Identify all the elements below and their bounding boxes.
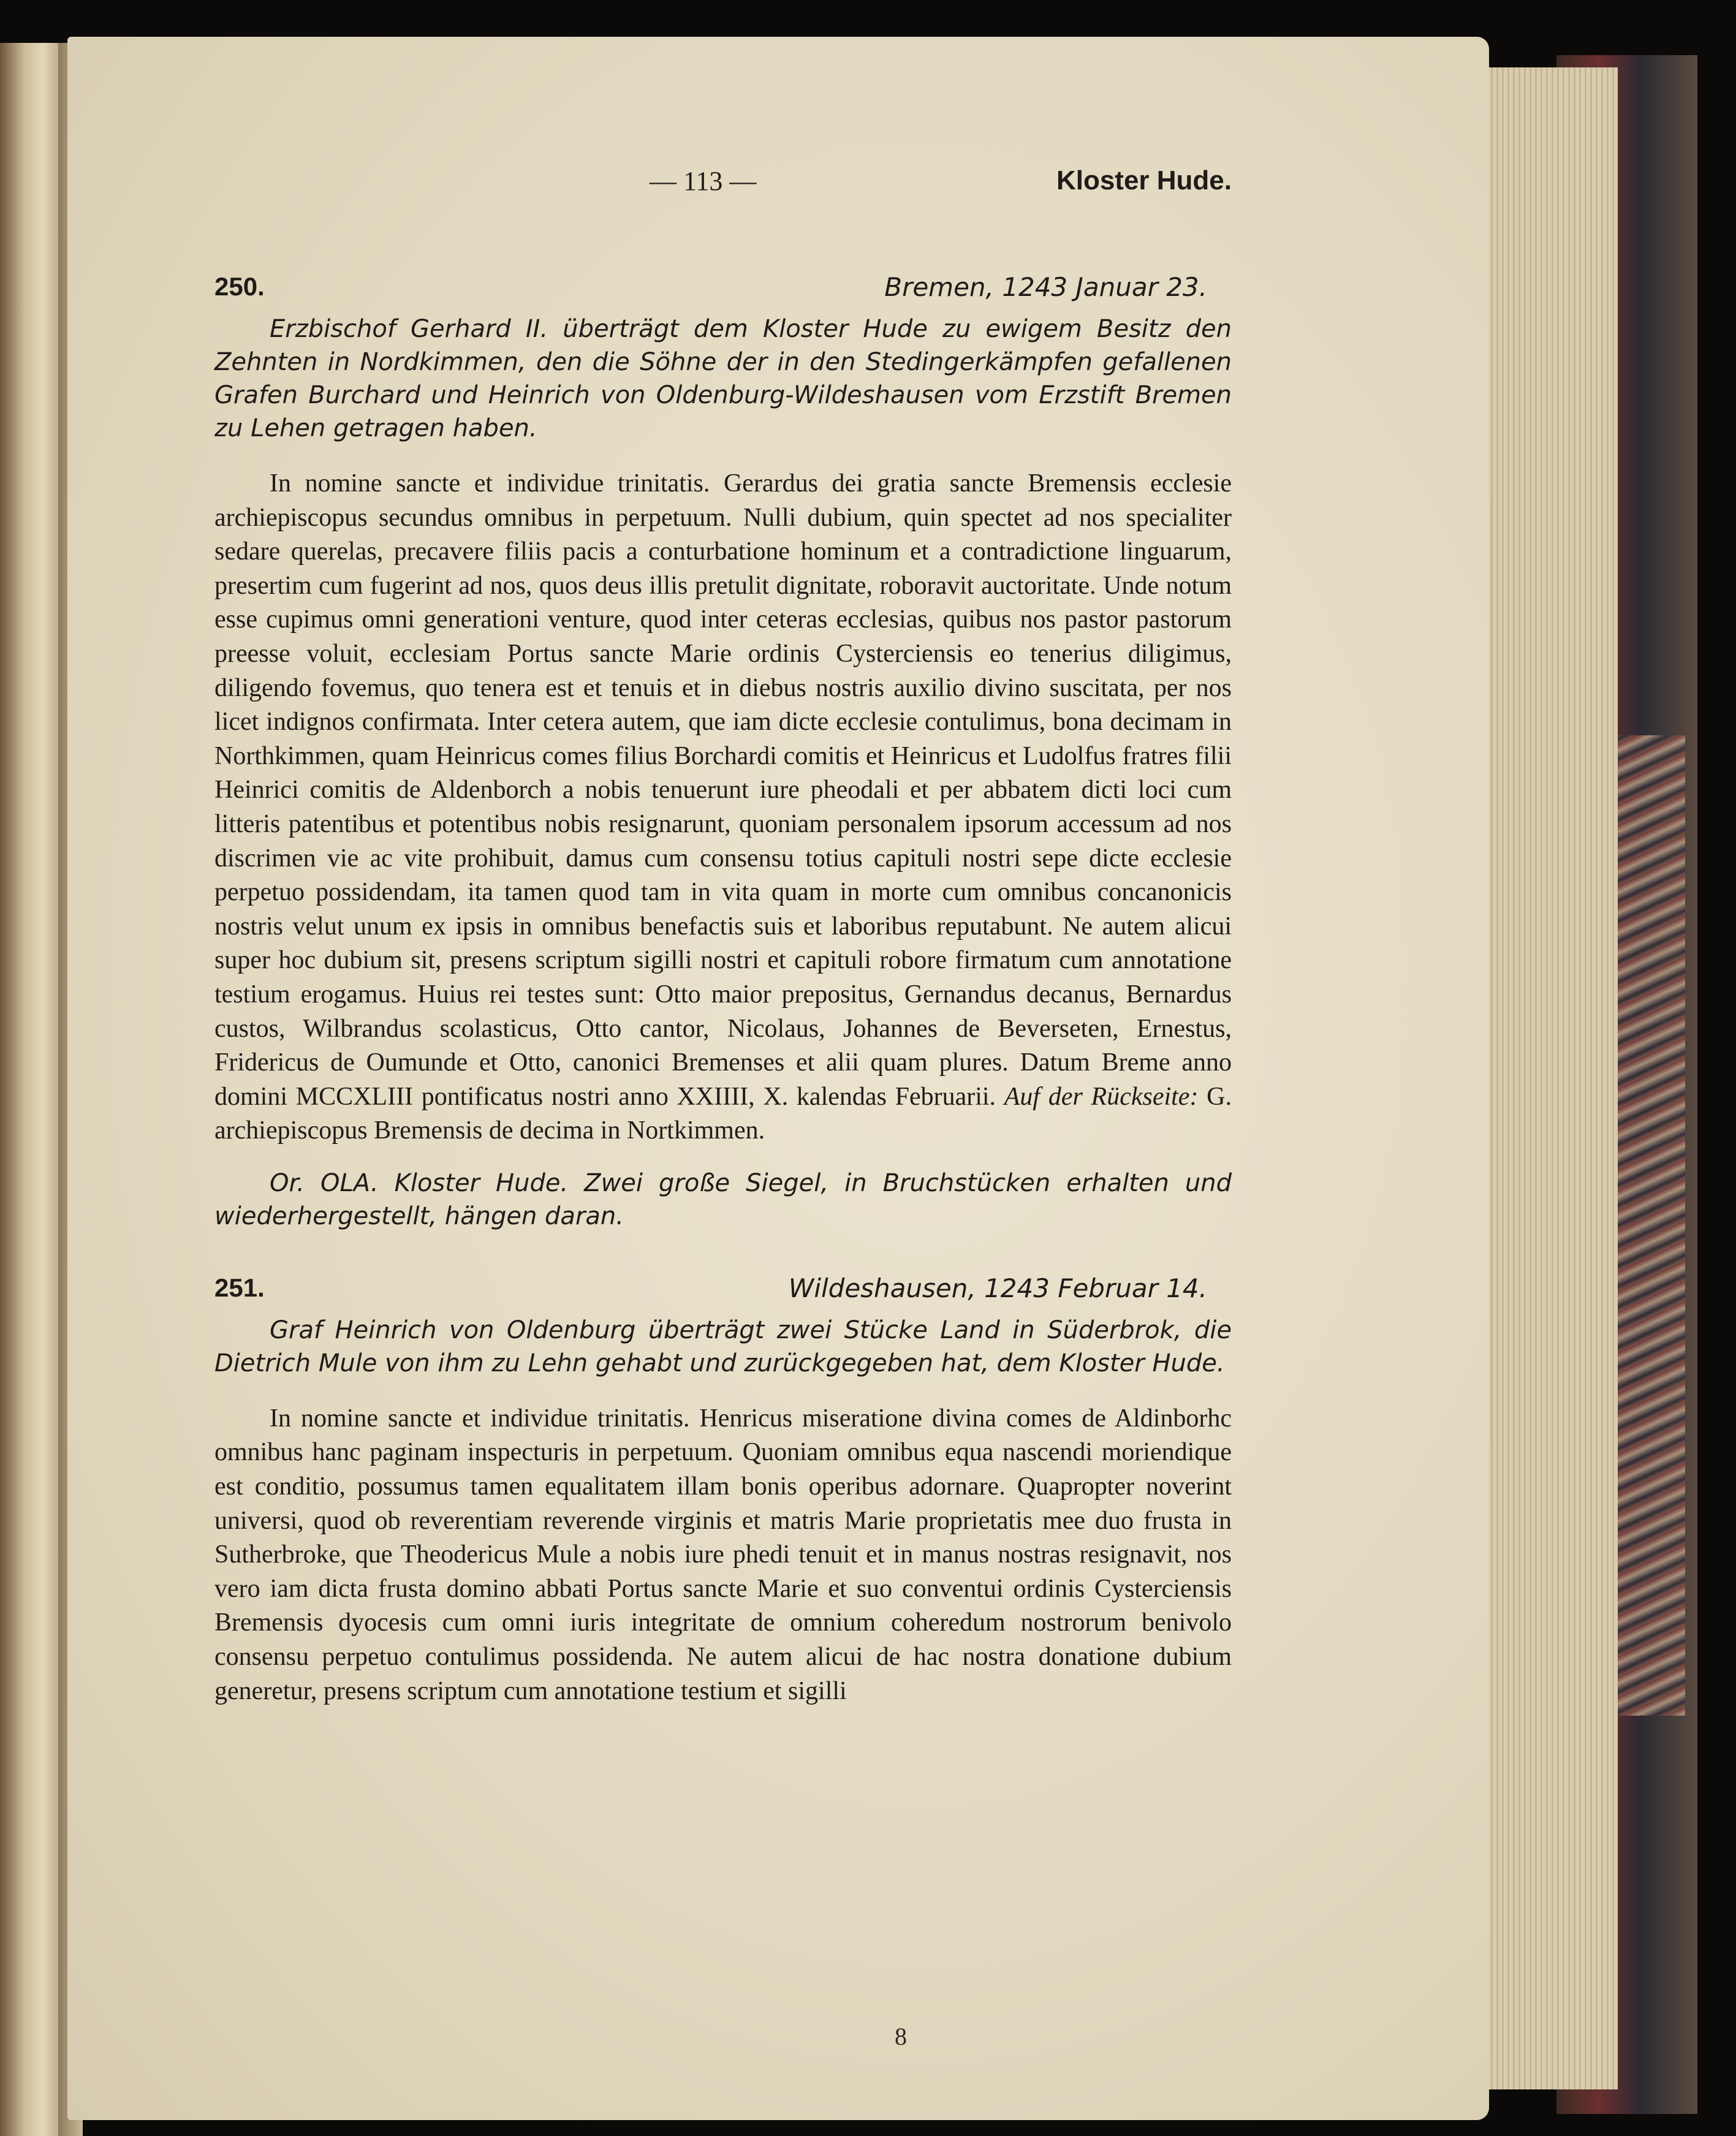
dorsal-label: Auf der Rückseite: — [1004, 1082, 1199, 1111]
facing-page-edge — [0, 43, 61, 2136]
document-text — [214, 467, 1232, 1148]
source-note: Or. OLA. Kloster Hude. Zwei große Siegel, in Bruchstücken erhalten und wiederhergestellt, hängen daran. — [214, 1168, 1232, 1230]
document-number: 250. — [214, 272, 265, 301]
signature-mark: 8 — [895, 2023, 907, 2050]
document-header — [214, 272, 1232, 311]
document-header — [214, 1273, 1232, 1312]
dorsal-text: G. archiepiscopus Bremensis de decima in Nortkimmen. — [214, 1082, 1232, 1145]
document-place-date: Wildeshausen, 1243 Februar 14. — [788, 1273, 1207, 1303]
document-summary: Erzbischof Gerhard II. überträgt dem Kloster Hude zu ewigem Besitz den Zehnten in Nordkimmen, den die Söhne der in den Stedingerkämpfen gefallenen Grafen Burchard und Heinrich von Oldenburg-Wildeshausen vom Erzstift Bremen zu Lehen getragen haben. — [214, 315, 1232, 442]
page-number: — 113 — — [650, 166, 757, 196]
document-number: 251. — [214, 1273, 265, 1302]
page-edges — [1471, 67, 1618, 2089]
running-head — [214, 165, 1232, 208]
document-summary: Graf Heinrich von Oldenburg überträgt zwei Stücke Land in Süderbrok, die Dietrich Mule von ihm zu Lehn gehabt und zurückgegeben hat, dem Kloster Hude. — [214, 1316, 1232, 1377]
running-title: Kloster Hude. — [1056, 165, 1232, 195]
latin-text: In nomine sancte et individue trinitatis. Gerardus dei gratia sancte Bremensis ecclesie archiepiscopus secundus omnibus in perpetuum. Nulli dubium, quin spectet ad nos specialiter sedare querelas, precavere filiis pacis a conturbatione hominum et a contradictione linguarum, presertim cum fugerint ad nos, quos deus illis pretulit dignitate, roboravit auctoritate. Unde notum esse cupimus omni generationi venture, quod inter ceteras ecclesias, quibus nos pastor pastorum preesse voluit, ecclesiam Portus sancte Marie ordinis Cysterciensis eo tenerius diligimus, diligendo fovemus, quo tenera est et tenuis et in diebus nostris auxilio divino suscitata, per nos licet indignos confirmata. Inter cetera autem, que iam dicte ecclesie contulimus, bona decimam in Northkimmen, quam Heinricus comes filius Borchardi comitis et Heinricus et Ludolfus fratres filii Heinrici comitis de Aldenborch a nobis tenuerunt iure pheodali et per abbatem dicti loci cum litteris patentibus et potentibus nobis resignarunt, quoniam personalem ipsorum accessum ad nos discrimen vie ac vite prohibuit, damus cum consensu totius capituli nostri sepe dicte ecclesie perpetuo possidendam, ita tamen quod tam in vita quam in morte cum omnibus concanonicis nostris velut unum ex ipsis in omnibus benefactis suis et laboribus reputabunt. Ne autem alicui super hoc dubium sit, presens scriptum sigilli nostri et capituli robore firmatum cum annotatione testium erogamus. Huius rei testes sunt: Otto maior prepositus, Gernandus decanus, Bernardus custos, Wilbrandus scolasticus, Otto cantor, Nicolaus, Johannes de Beverseten, Ernestus, Fridericus de Oumunde et Otto, canonici Bremenses et alii quam plures. Datum Breme anno domini MCCXLIII pontificatus nostri anno XXIIII, X. kalendas Februarii. — [214, 469, 1232, 1111]
document-text: In nomine sancte et individue trinitatis. Henricus miseratione divina comes de Aldinborhc omnibus hanc paginam inspecturis in perpetuum. Quoniam omnibus equa nascendi moriendique est conditio, possumus tamen equalitatem illam bonis operibus adornare. Quapropter noverint universi, quod ob reverentiam reverende virginis et matris Marie proprietatis mee duo frusta in Sutherbroke, que Theodericus Mule a nobis iure phedi tenuit et in manus nostras resignavit, nos vero iam dicta frusta domino abbati Portus sancte Marie et suo conventui ordinis Cysterciensis Bremensis dyocesis cum omni iuris integritate de omnium coheredum nostrorum benivolo consensu perpetuo contulimus possidenda. Ne autem alicui de hac nostra donatione dubium generetur, presens scriptum cum annotatione testium et sigilli — [214, 1404, 1232, 1705]
document-place-date: Bremen, 1243 Januar 23. — [884, 272, 1207, 302]
page-content — [214, 165, 1232, 1708]
